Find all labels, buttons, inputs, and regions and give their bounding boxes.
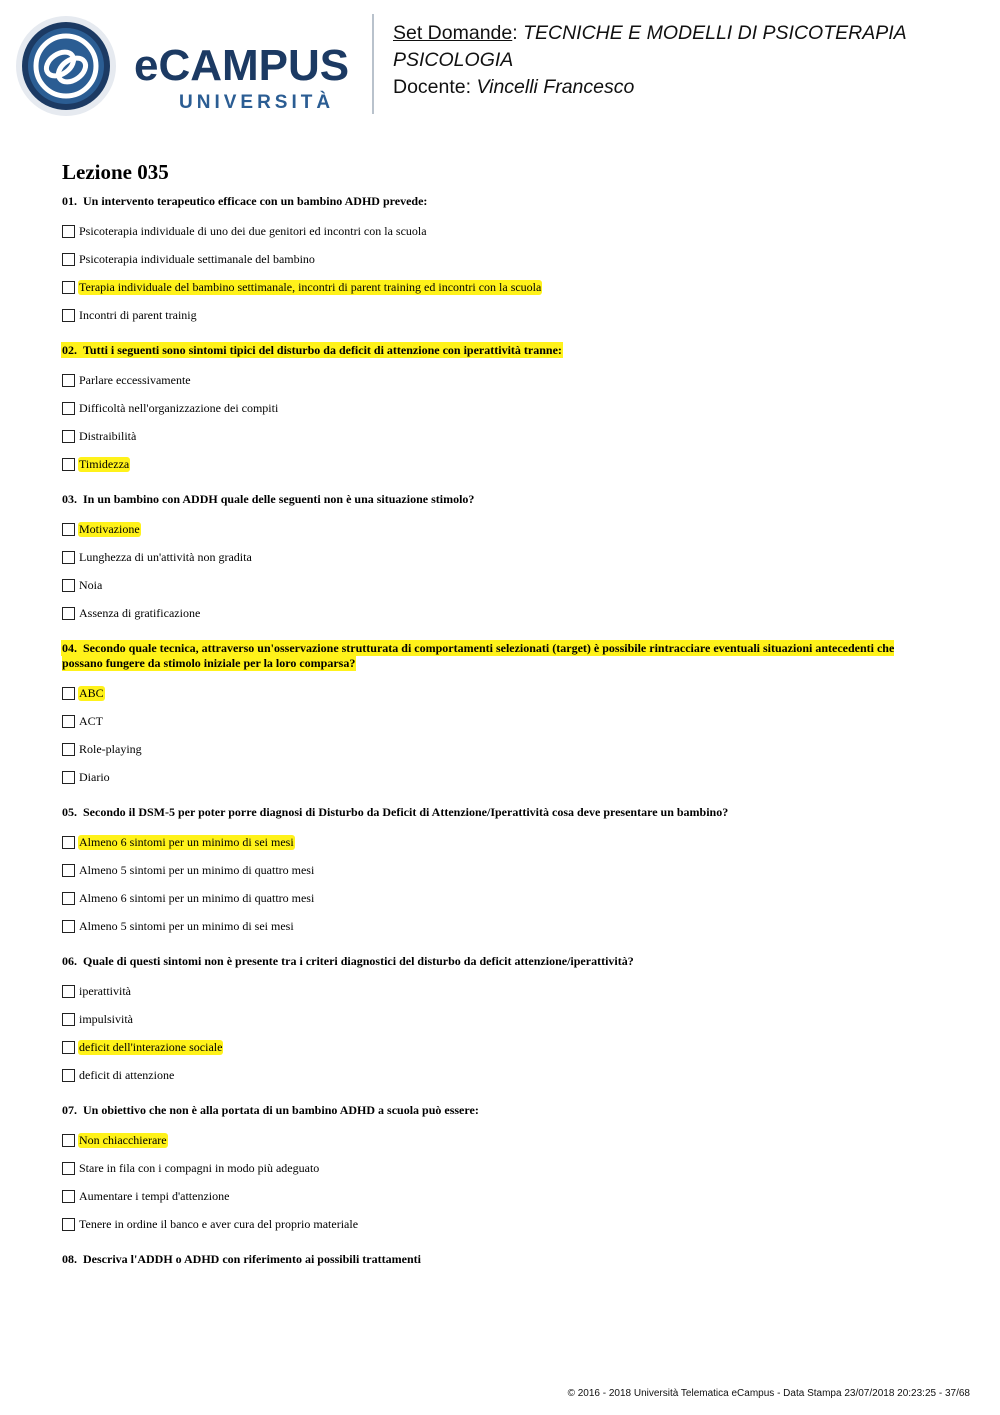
- answer-option[interactable]: [62, 422, 942, 450]
- answer-option[interactable]: [62, 217, 942, 245]
- answer-label: impulsività: [79, 1011, 133, 1026]
- answer-option[interactable]: [62, 707, 942, 735]
- answer-checkbox[interactable]: [62, 551, 75, 564]
- question-text: [62, 194, 924, 209]
- answer-checkbox[interactable]: [62, 687, 75, 700]
- answer-checkbox[interactable]: [62, 253, 75, 266]
- question-text: [62, 641, 924, 671]
- answer-label: Assenza di gratificazione: [79, 605, 201, 620]
- answer-label: Noia: [79, 577, 103, 592]
- answer-label: iperattività: [79, 983, 131, 998]
- answer-label: Role-playing: [79, 741, 142, 756]
- answer-checkbox[interactable]: [62, 607, 75, 620]
- question-label: Tutti i seguenti sono sintomi tipici del disturbo da deficit di attenzione con iperattività tranne:: [83, 343, 562, 357]
- answer-label: Lunghezza di un'attività non gradita: [79, 549, 252, 564]
- question-label: Secondo quale tecnica, attraverso un'osservazione strutturata di comportamenti selezionati (target) è possibile rintracciare eventuali situazioni antecedenti che possano fungere da stimolo iniziale per la loro comparsa?: [62, 641, 895, 670]
- answer-label: Almeno 6 sintomi per un minimo di sei mesi: [79, 834, 294, 849]
- question-7: [62, 1103, 942, 1252]
- answer-option[interactable]: [62, 884, 942, 912]
- question-label: Un intervento terapeutico efficace con un bambino ADHD prevede:: [83, 194, 428, 208]
- answer-option[interactable]: [62, 245, 942, 273]
- question-label: Descriva l'ADDH o ADHD con riferimento ai possibili trattamenti: [83, 1252, 421, 1266]
- question-1: [62, 194, 942, 343]
- answer-option[interactable]: [62, 1061, 942, 1089]
- set-label: Set Domande: [393, 22, 513, 44]
- answer-option[interactable]: [62, 301, 942, 329]
- answer-label: Difficoltà nell'organizzazione dei compiti: [79, 400, 279, 415]
- answer-option[interactable]: [62, 1005, 942, 1033]
- answer-checkbox[interactable]: [62, 743, 75, 756]
- question-text: [62, 954, 924, 969]
- question-2: [62, 343, 942, 492]
- answer-label: Psicoterapia individuale settimanale del bambino: [79, 251, 315, 266]
- question-text: [62, 805, 924, 820]
- answer-label: Stare in fila con i compagni in modo più adeguato: [79, 1160, 320, 1175]
- answer-checkbox[interactable]: [62, 1041, 75, 1054]
- question-8: [62, 1252, 942, 1267]
- question-text: [62, 492, 924, 507]
- answer-label: Almeno 5 sintomi per un minimo di sei mesi: [79, 918, 294, 933]
- answer-checkbox[interactable]: [62, 920, 75, 933]
- question-label: Secondo il DSM-5 per poter porre diagnosi di Disturbo da Deficit di Attenzione/Iperattività cosa deve presentare un bambino?: [83, 805, 729, 819]
- header-divider: [372, 14, 374, 114]
- answer-label: deficit di attenzione: [79, 1067, 175, 1082]
- answer-label: Almeno 6 sintomi per un minimo di quattro mesi: [79, 890, 315, 905]
- answer-label: Motivazione: [79, 521, 140, 536]
- answer-option[interactable]: [62, 1210, 942, 1238]
- answer-checkbox[interactable]: [62, 1013, 75, 1026]
- set-title: TECNICHE E MODELLI DI PSICOTERAPIA: [523, 22, 907, 44]
- question-number: 02.: [62, 343, 77, 357]
- question-label: Un obiettivo che non è alla portata di un bambino ADHD a scuola può essere:: [83, 1103, 479, 1117]
- answer-option[interactable]: [62, 735, 942, 763]
- svg-text:eCAMPUS: eCAMPUS: [134, 41, 350, 90]
- question-number: 01.: [62, 194, 77, 208]
- answer-checkbox[interactable]: [62, 458, 75, 471]
- page-header: [0, 0, 1000, 130]
- answer-checkbox[interactable]: [62, 1218, 75, 1231]
- answer-checkbox[interactable]: [62, 1190, 75, 1203]
- answer-label: Distraibilità: [79, 428, 137, 443]
- teacher-name: Vincelli Francesco: [476, 76, 635, 98]
- answer-checkbox[interactable]: [62, 523, 75, 536]
- answer-checkbox[interactable]: [62, 579, 75, 592]
- answer-option[interactable]: [62, 763, 942, 791]
- answer-label: Psicoterapia individuale di uno dei due genitori ed incontri con la scuola: [79, 223, 427, 238]
- answer-label: Timidezza: [79, 456, 130, 471]
- answer-option[interactable]: [62, 515, 942, 543]
- ecampus-logo: [14, 14, 364, 118]
- answer-label: Aumentare i tempi d'attenzione: [79, 1188, 230, 1203]
- answer-label: Parlare eccessivamente: [79, 372, 191, 387]
- answer-option[interactable]: [62, 273, 942, 301]
- question-text: [62, 1252, 924, 1267]
- question-6: [62, 954, 942, 1103]
- answer-option[interactable]: [62, 543, 942, 571]
- answer-label: Tenere in ordine il banco e aver cura del proprio materiale: [79, 1216, 359, 1231]
- question-number: 07.: [62, 1103, 77, 1117]
- answer-option[interactable]: [62, 599, 942, 627]
- answer-checkbox[interactable]: [62, 430, 75, 443]
- answer-checkbox[interactable]: [62, 1069, 75, 1082]
- page-footer: © 2016 - 2018 Università Telematica eCampus - Data Stampa 23/07/2018 20:23:25 - 37/68: [567, 1388, 970, 1399]
- answer-option[interactable]: [62, 856, 942, 884]
- question-text: [62, 343, 924, 358]
- answer-checkbox[interactable]: [62, 836, 75, 849]
- question-3: [62, 492, 942, 641]
- answer-option[interactable]: [62, 912, 942, 940]
- answer-checkbox[interactable]: [62, 892, 75, 905]
- question-list: [62, 194, 942, 1275]
- answer-option[interactable]: [62, 571, 942, 599]
- question-number: 05.: [62, 805, 77, 819]
- answer-label: deficit dell'interazione sociale: [79, 1039, 223, 1054]
- answer-checkbox[interactable]: [62, 864, 75, 877]
- svg-text:UNIVERSITÀ: UNIVERSITÀ: [179, 92, 335, 113]
- answer-checkbox[interactable]: [62, 985, 75, 998]
- answer-option[interactable]: [62, 1154, 942, 1182]
- question-number: 04.: [62, 641, 77, 655]
- answer-option[interactable]: [62, 366, 942, 394]
- answer-option[interactable]: [62, 828, 942, 856]
- answer-checkbox[interactable]: [62, 1134, 75, 1147]
- question-number: 08.: [62, 1252, 77, 1266]
- answer-label: Terapia individuale del bambino settimanale, incontri di parent training ed incontri con la scuola: [79, 279, 542, 294]
- answer-option[interactable]: [62, 1182, 942, 1210]
- answer-checkbox[interactable]: [62, 715, 75, 728]
- answer-checkbox[interactable]: [62, 225, 75, 238]
- header-info: Set Domande: TECNICHE E MODELLI DI PSICOTERAPIA PSICOLOGIA Docente: Vincelli Francesco: [393, 22, 907, 98]
- answer-option[interactable]: [62, 679, 942, 707]
- question-text: [62, 1103, 924, 1118]
- question-label: Quale di questi sintomi non è presente tra i criteri diagnostici del disturbo da deficit attenzione/iperattività?: [83, 954, 634, 968]
- answer-option[interactable]: [62, 1033, 942, 1061]
- answer-checkbox[interactable]: [62, 1162, 75, 1175]
- question-4: [62, 641, 942, 805]
- answer-option[interactable]: [62, 1126, 942, 1154]
- answer-label: Diario: [79, 769, 110, 784]
- answer-checkbox[interactable]: [62, 771, 75, 784]
- answer-option[interactable]: [62, 394, 942, 422]
- answer-label: Incontri di parent trainig: [79, 307, 197, 322]
- answer-label: ABC: [79, 685, 104, 700]
- answer-checkbox[interactable]: [62, 374, 75, 387]
- question-number: 06.: [62, 954, 77, 968]
- lesson-title: Lezione 035: [62, 160, 169, 184]
- teacher-label: Docente:: [393, 76, 477, 98]
- set-subject: PSICOLOGIA: [393, 49, 514, 71]
- question-label: In un bambino con ADDH quale delle seguenti non è una situazione stimolo?: [83, 492, 475, 506]
- answer-option[interactable]: [62, 977, 942, 1005]
- answer-option[interactable]: [62, 450, 942, 478]
- answer-label: Almeno 5 sintomi per un minimo di quattro mesi: [79, 862, 315, 877]
- question-5: [62, 805, 942, 954]
- answer-checkbox[interactable]: [62, 402, 75, 415]
- answer-checkbox[interactable]: [62, 281, 75, 294]
- answer-checkbox[interactable]: [62, 309, 75, 322]
- answer-label: ACT: [79, 713, 103, 728]
- question-number: 03.: [62, 492, 77, 506]
- answer-label: Non chiacchierare: [79, 1132, 167, 1147]
